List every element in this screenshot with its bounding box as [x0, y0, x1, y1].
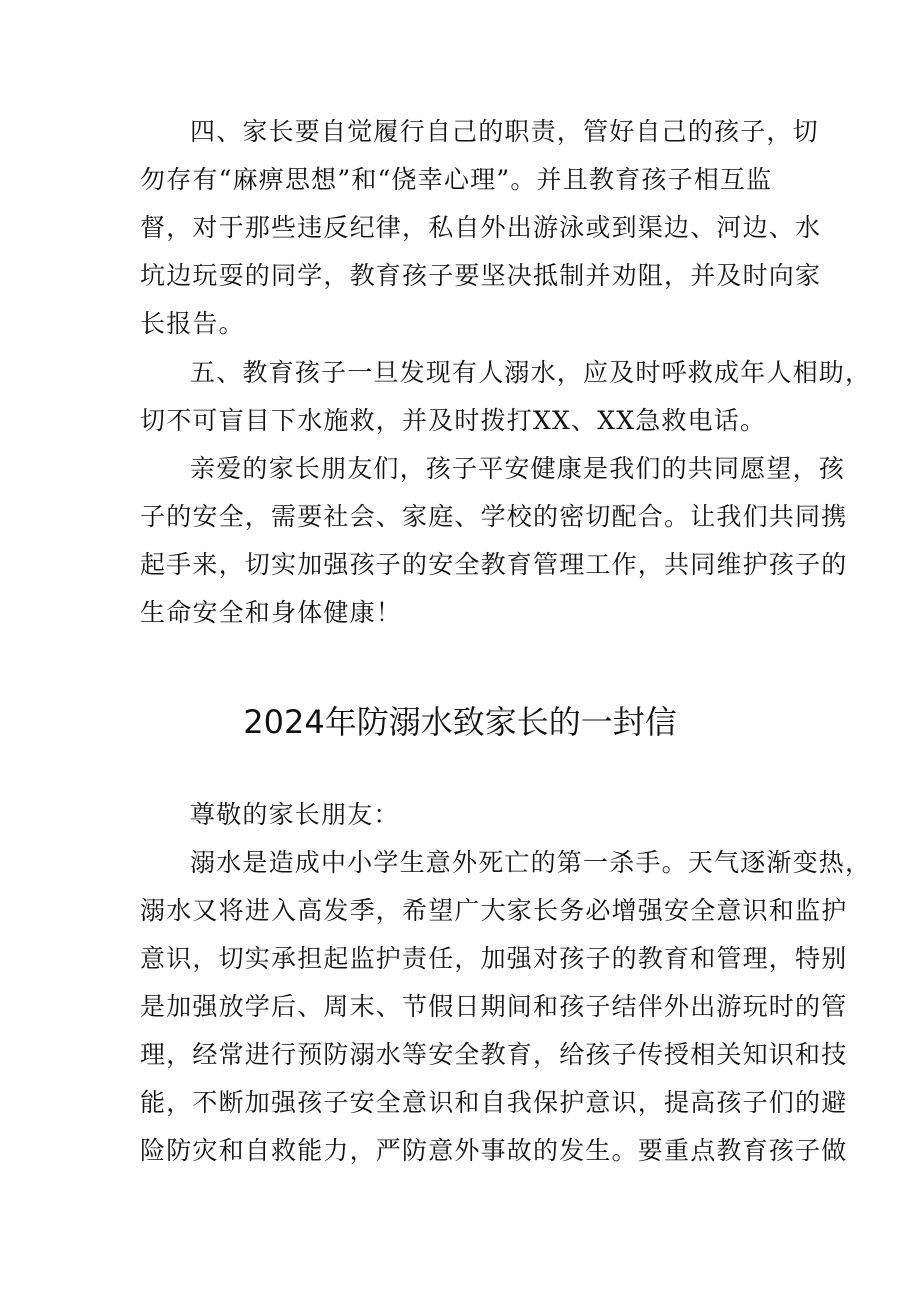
text-line: 督，对于那些违反纪律，私自外出游泳或到渠边、河边、水: [140, 213, 822, 242]
text-line: 溺水是造成中小学生意外死亡的第一杀手。天气逐渐变热，: [190, 848, 872, 877]
text-line: 生命安全和身体健康！: [140, 598, 403, 627]
text-line: 亲爱的家长朋友们，孩子平安健康是我们的共同愿望，孩: [190, 454, 846, 483]
text-line: 切不可盲目下水施救，并及时拨打XX、XX急救电话。: [140, 406, 767, 435]
salutation: 尊敬的家长朋友：: [190, 800, 400, 829]
text-line: 溺水又将进入高发季，希望广大家长务必增强安全意识和监护: [140, 896, 848, 925]
text-line: 能，不断加强孩子安全意识和自我保护意识，提高孩子们的避: [140, 1088, 848, 1117]
text-line: 四、家长要自觉履行自己的职责，管好自己的孩子，切: [190, 117, 819, 146]
text-line: 坑边玩耍的同学，教育孩子要坚决抵制并劝阻，并及时向家: [140, 261, 822, 290]
text-line: 是加强放学后、周末、节假日期间和孩子结伴外出游玩时的管: [140, 992, 848, 1021]
text-line: 子的安全，需要社会、家庭、学校的密切配合。让我们共同携: [140, 502, 848, 531]
text-line: 意识，切实承担起监护责任，加强对孩子的教育和管理，特别: [140, 944, 848, 973]
text-line: 起手来，切实加强孩子的安全教育管理工作，共同维护孩子的: [140, 550, 848, 579]
text-line: 长报告。: [140, 309, 245, 338]
text-line: 险防灾和自救能力，严防意外事故的发生。要重点教育孩子做: [140, 1136, 848, 1165]
letter-title: 2024年防溺水致家长的一封信: [243, 703, 677, 741]
text-line: 五、教育孩子一旦发现有人溺水，应及时呼救成年人相助，: [190, 358, 872, 387]
text-line: 理，经常进行预防溺水等安全教育，给孩子传授相关知识和技: [140, 1040, 848, 1069]
text-line: 勿存有“麻痹思想”和“侥幸心理”。并且教育孩子相互监: [140, 165, 773, 194]
